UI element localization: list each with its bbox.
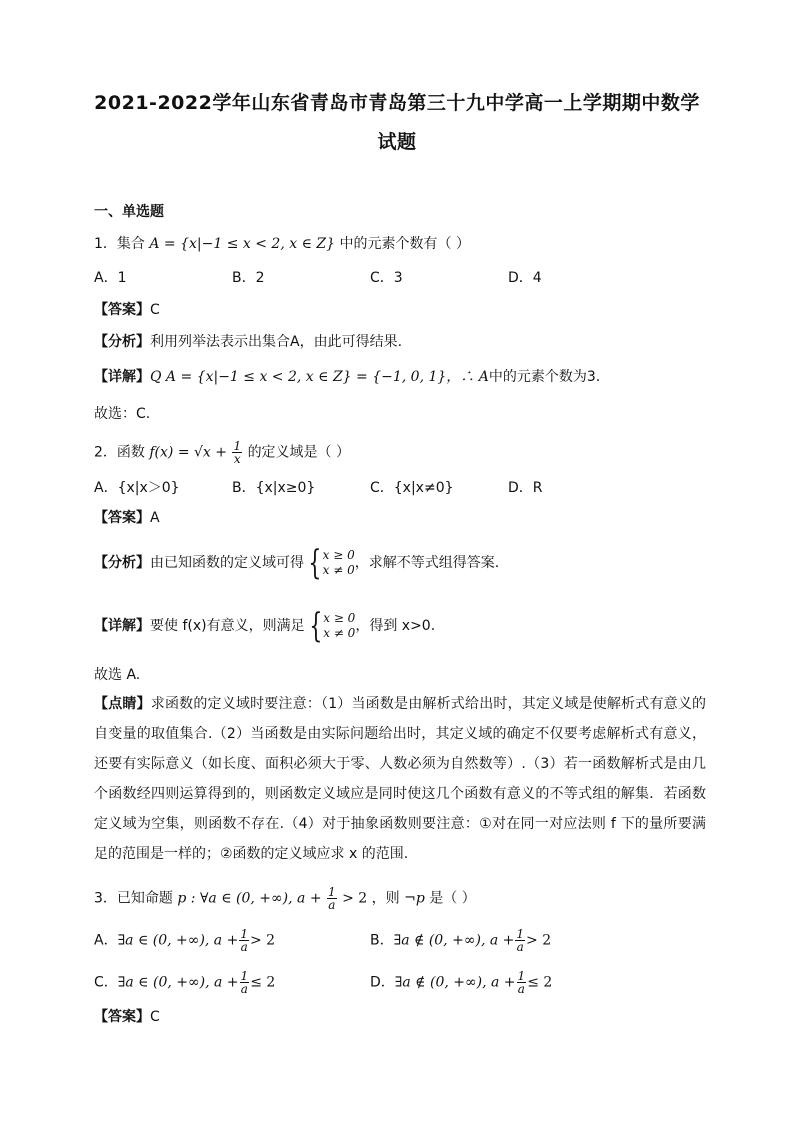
q1-analysis-text: 利用列举法表示出集合A，由此可得结果. xyxy=(150,334,403,350)
q3-option-c-fraction xyxy=(240,970,250,995)
q3-stem-mid: ，则 xyxy=(371,890,400,907)
q3-fraction-num: 1 xyxy=(328,885,336,899)
q2-option-c: C．{x|x≠0} xyxy=(370,480,454,496)
q1-answer-value: C xyxy=(150,302,160,318)
q3-number: 3．已知命题 xyxy=(94,890,173,907)
q1-number: 1．集合 xyxy=(94,236,145,252)
q2-analysis-system xyxy=(323,548,355,578)
q3-option-c-num: 1 xyxy=(240,969,249,983)
q3-option-b-head: ∃a ∉ (0, +∞), a + xyxy=(393,932,515,949)
left-brace-icon: { xyxy=(308,543,322,583)
q1-stem-tail: 中的元素个数有（ ） xyxy=(339,236,470,252)
q2-condition-1: x ≥ 0 xyxy=(322,548,355,562)
q1-option-b: B．2 xyxy=(232,270,265,286)
q2-detail-head: 要使 f(x)有意义，则满足 xyxy=(150,618,305,634)
q3-option-b-tail: > 2 xyxy=(526,932,552,949)
q3-option-c-label: C． xyxy=(94,974,118,991)
q3-option-b xyxy=(370,928,551,953)
q3-option-d-num: 1 xyxy=(517,969,526,983)
q1-option-d: D．4 xyxy=(508,270,542,286)
q2-stem-tail: 的定义域是（ ） xyxy=(247,444,351,461)
q2-detail-condition-1: x ≥ 0 xyxy=(323,611,356,625)
q2-option-d: D．R xyxy=(508,480,543,496)
q3-option-c-head: ∃a ∈ (0, +∞), a + xyxy=(117,974,239,991)
q1-detail-expression: Q A = {x|−1 ≤ x < 2, x ∈ Z} = {−1, 0, 1}，∴ A xyxy=(150,369,489,385)
q3-option-d xyxy=(370,970,552,995)
doc-title-line2: 试题 xyxy=(377,131,417,153)
q2-note-text: 求函数的定义域时要注意：（1）当函数是由解析式给出时，其定义域是使解析式有意义的自变量的取值集合.（2）当函数是由实际问题给出时，其定义域的确定不仅要考虑解析式有意义，还要有实际意义（如长度、面积必须大于零、人数必须为自然数等）.（3）若一函数解析式是由几个函数经四则运算得到的，则函数定义域应是同时使这几个函数有意义的不等式组的解集．若函数定义域为空集，则函数不存在.（4）对于抽象函数则要注意：①对在同一对应法则 f 下的量所要满足的范围是一样的；②函数的定义域应求 x 的范围. xyxy=(94,696,707,862)
q3-negation: ¬p xyxy=(404,890,425,907)
q2-detail xyxy=(94,608,435,644)
q3-option-a-den: a xyxy=(240,940,248,954)
q2-option-a: A．{x|x＞0} xyxy=(94,480,180,496)
q3-answer-label: 【答案】 xyxy=(94,1009,150,1025)
q3-fraction-den: a xyxy=(328,898,336,912)
q2-analysis-label: 【分析】 xyxy=(94,555,150,571)
q3-option-b-num: 1 xyxy=(516,927,525,941)
q1-answer xyxy=(94,300,160,320)
q3-stem-tail: 是（ ） xyxy=(429,890,476,907)
q3-answer xyxy=(94,1007,160,1027)
q1-conclusion: 故选：C. xyxy=(94,406,151,422)
q3-option-d-label: D． xyxy=(370,974,395,991)
q1-analysis xyxy=(94,332,402,352)
q1-set-expression: A = {x|−1 ≤ x < 2, x ∈ Z} xyxy=(149,236,336,252)
q1-answer-label: 【答案】 xyxy=(94,302,150,318)
q3-option-d-den: a xyxy=(517,982,525,996)
q2-note xyxy=(94,689,706,869)
q2-analysis-head: 由已知函数的定义域可得 xyxy=(150,555,304,571)
q3-option-a-label: A． xyxy=(94,932,118,949)
q2-condition-2: x ≠ 0 xyxy=(322,563,355,577)
q3-fraction xyxy=(327,886,337,911)
doc-title-line1: 2021-2022学年山东省青岛市青岛第三十九中学高一上学期期中数学 xyxy=(94,92,700,114)
q2-fraction-den: x xyxy=(233,452,241,466)
q1-detail-tail: 中的元素个数为3. xyxy=(488,369,601,385)
q3-proposition: p : ∀a ∈ (0, +∞), a + xyxy=(177,890,322,907)
q1-detail xyxy=(94,367,600,387)
q2-detail-label: 【详解】 xyxy=(94,618,150,634)
q3-option-a-tail: > 2 xyxy=(249,932,276,949)
q3-option-c-tail: ≤ 2 xyxy=(250,974,276,991)
q2-detail-system xyxy=(323,611,355,641)
q2-fraction xyxy=(232,440,242,465)
q3-option-b-label: B． xyxy=(370,932,394,949)
section-heading: 一、单选题 xyxy=(94,204,164,220)
q3-option-d-tail: ≤ 2 xyxy=(527,974,553,991)
q1-analysis-label: 【分析】 xyxy=(94,334,150,350)
q1-option-c: C．3 xyxy=(370,270,403,286)
q3-option-c xyxy=(94,970,275,995)
q3-stem xyxy=(94,886,476,911)
q2-detail-tail: ，得到 x>0. xyxy=(355,618,436,634)
q2-answer xyxy=(94,508,160,528)
left-brace-icon: { xyxy=(308,606,322,646)
q2-function-expression: f(x) = √x + xyxy=(149,444,228,461)
q3-option-a-num: 1 xyxy=(240,927,248,941)
q3-option-d-head: ∃a ∉ (0, +∞), a + xyxy=(394,974,516,991)
q3-option-b-den: a xyxy=(516,940,524,954)
q2-answer-label: 【答案】 xyxy=(94,510,150,526)
q1-detail-label: 【详解】 xyxy=(94,369,150,385)
q2-note-label: 【点睛】 xyxy=(94,696,151,712)
q3-option-a-fraction xyxy=(239,928,249,953)
q2-analysis-tail: ，求解不等式组得答案. xyxy=(354,555,500,571)
q3-option-d-fraction xyxy=(517,970,527,995)
q2-number: 2．函数 xyxy=(94,444,145,461)
q3-option-a-head: ∃a ∈ (0, +∞), a + xyxy=(117,932,239,949)
q2-option-b: B．{x|x≥0} xyxy=(232,480,316,496)
q2-answer-value: A xyxy=(150,510,160,526)
q3-option-b-fraction xyxy=(515,928,525,953)
q3-option-c-den: a xyxy=(240,982,248,996)
q2-analysis xyxy=(94,545,499,581)
q3-answer-value: C xyxy=(150,1009,160,1025)
q2-detail-condition-2: x ≠ 0 xyxy=(323,626,356,640)
q2-conclusion: 故选 A. xyxy=(94,667,141,683)
q1-stem xyxy=(94,234,470,254)
q2-stem xyxy=(94,440,350,465)
q2-fraction-num: 1 xyxy=(233,439,242,453)
q1-option-a: A．1 xyxy=(94,270,127,286)
q3-proposition-tail: > 2 xyxy=(342,890,368,907)
q3-option-a xyxy=(94,928,275,953)
